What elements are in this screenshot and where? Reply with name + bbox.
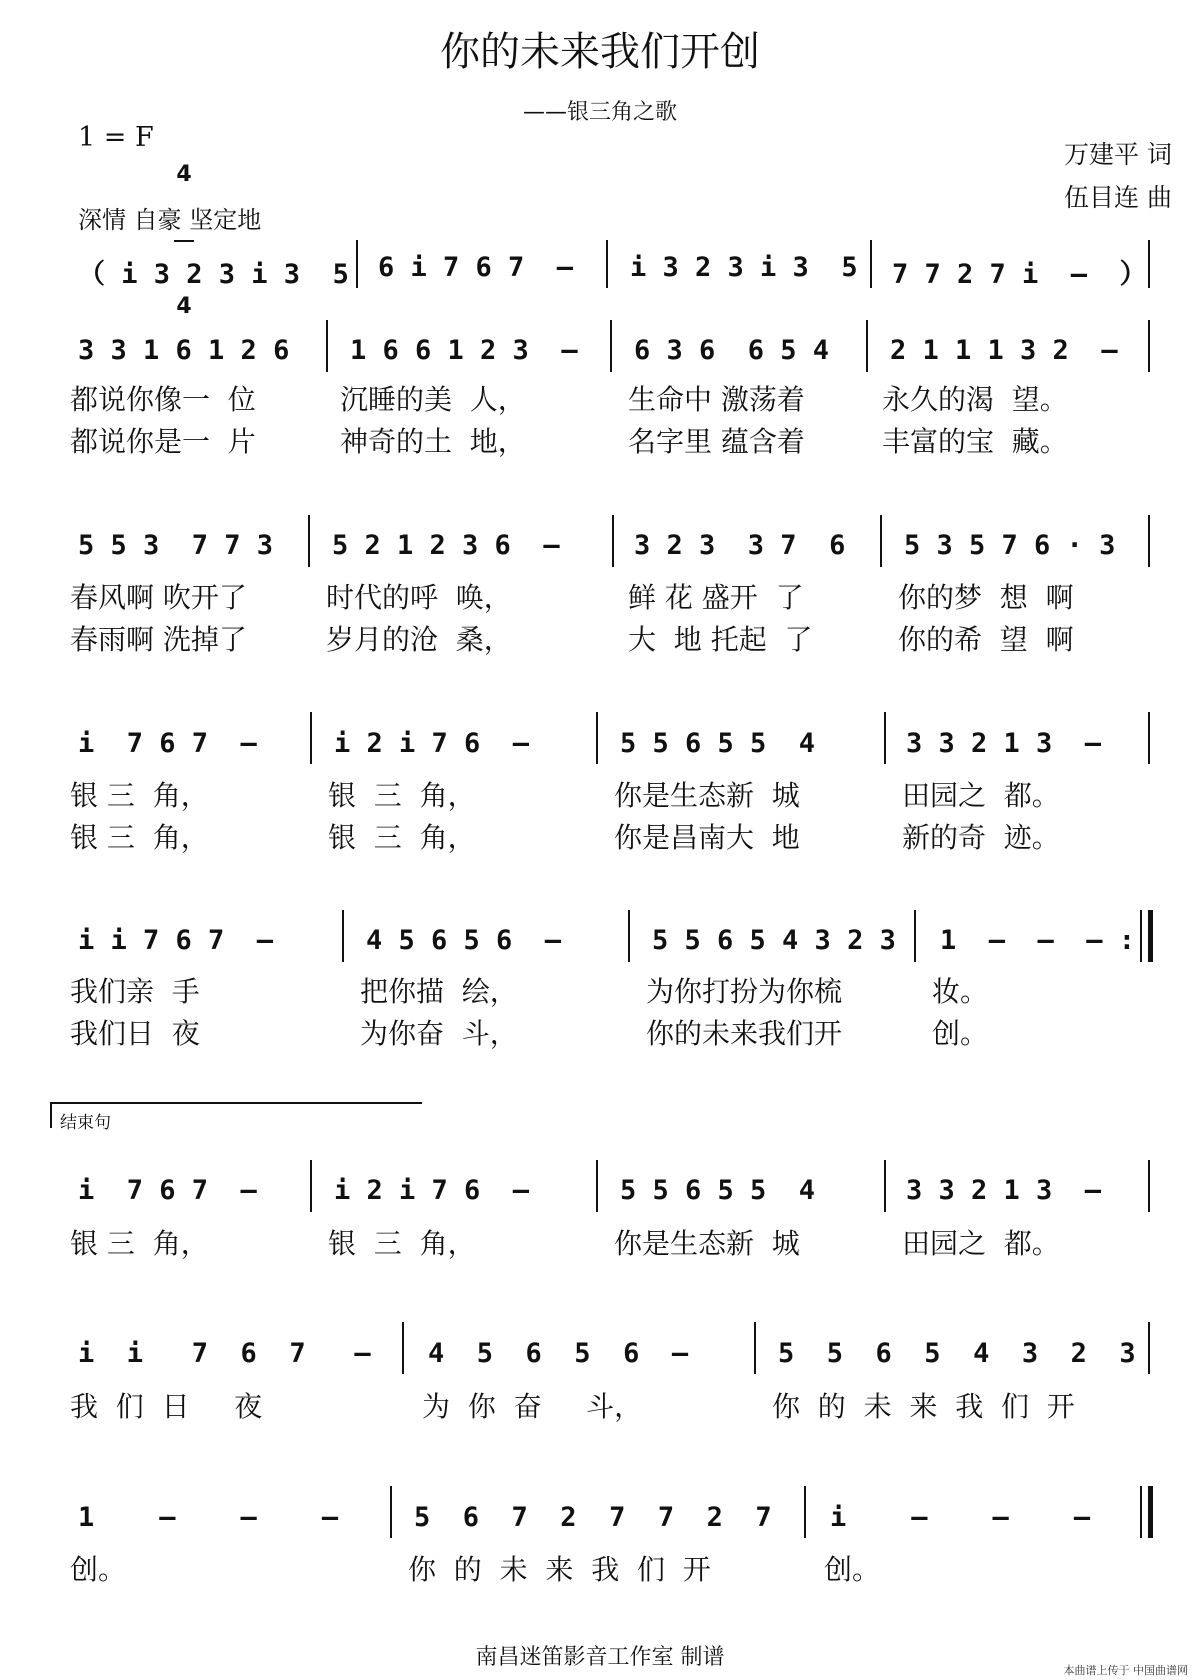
barline <box>390 1486 392 1538</box>
lyricist-credit: 万建平 词 <box>1064 140 1172 169</box>
barline <box>310 1160 312 1212</box>
lyric-s1-v1-m3: 永久的渴 望。 <box>882 383 1068 416</box>
notes-s7-m1: 5 6 7 2 7 7 2 7 <box>414 1502 772 1533</box>
lyric-s2-v2-m1: 岁月的沧 桑， <box>326 623 512 656</box>
notes-s6-m0: i i 7 6 7 – <box>78 1338 371 1369</box>
lyric-s2-v2-m3: 你的希 望 啊 <box>898 623 1074 656</box>
lyric-s4-v2-m2: 你的未来我们开 <box>646 1017 843 1050</box>
lyric-s3-v2-m2: 你是昌南大 地 <box>614 821 800 854</box>
lyric-s2-v1-m1: 时代的呼 唤， <box>326 581 512 614</box>
lyric-s3-v2-m0: 银 三 角， <box>70 821 209 854</box>
notes-s4-m2: 5 5 6 5 4 3 2 3 <box>652 925 896 956</box>
lyric-s3-v1-m2: 你是生态新 城 <box>614 779 800 812</box>
key-signature: 1 = F <box>78 122 154 153</box>
repeat-barline-thin <box>1140 910 1142 962</box>
lyric-s6-m2: 你 的 未 来 我 们 开 <box>772 1390 1075 1423</box>
lyric-s1-v1-m2: 生命中 激荡着 <box>628 383 805 416</box>
notes-s0-m3: 7 7 2 7 i – ） <box>892 259 1147 290</box>
lyric-s5-m0: 银 三 角， <box>70 1227 209 1260</box>
notes-s4-m1: 4 5 6 5 6 – <box>366 925 562 956</box>
barline <box>1148 240 1150 288</box>
lyric-s4-v1-m1: 把你描 绘， <box>360 975 518 1008</box>
lyric-s7-m1: 你 的 未 来 我 们 开 <box>408 1553 711 1586</box>
lyric-s7-m0: 创。 <box>70 1553 127 1586</box>
notes-s6-m2: 5 5 6 5 4 3 2 3 <box>778 1338 1136 1369</box>
barline <box>610 320 612 372</box>
lyric-s7-m2: 创。 <box>824 1553 881 1586</box>
lyric-s4-v1-m2: 为你打扮为你梳 <box>646 975 843 1008</box>
lyric-s2-v1-m2: 鲜 花 盛开 了 <box>628 581 804 614</box>
repeat-barline-thick <box>1148 910 1153 962</box>
notes-s5-m1: i 2 i 7 6 – <box>334 1175 530 1206</box>
notes-s6-m1: 4 5 6 5 6 – <box>428 1338 689 1369</box>
song-title: 你的未来我们开创 <box>440 29 760 75</box>
barline <box>880 515 882 567</box>
lyric-s1-v1-m0: 都说你像一 位 <box>70 383 256 416</box>
lyric-s2-v1-m0: 春风啊 吹开了 <box>70 581 247 614</box>
ending-label: 结束句 <box>60 1113 111 1133</box>
barline <box>628 910 630 962</box>
time-signature-top: 4 <box>176 162 192 187</box>
barline <box>342 910 344 962</box>
barline <box>870 240 872 288</box>
notes-s3-m2: 5 5 6 5 5 4 <box>620 728 816 759</box>
lyric-s2-v2-m0: 春雨啊 洗掉了 <box>70 623 247 656</box>
notes-s5-m3: 3 3 2 1 3 – <box>906 1175 1102 1206</box>
barline <box>308 515 310 567</box>
time-signature-divider <box>174 240 194 242</box>
lyric-s3-v1-m1: 银 三 角， <box>328 779 476 812</box>
lyric-s1-v2-m1: 神奇的土 地， <box>340 425 526 458</box>
lyric-s1-v2-m0: 都说你是一 片 <box>70 425 256 458</box>
barline <box>596 1160 598 1212</box>
barline <box>754 1322 756 1374</box>
site-watermark: 本曲谱上传于 中国曲谱网 <box>1063 1664 1188 1677</box>
notes-s1-m3: 2 1 1 1 3 2 – <box>890 335 1118 366</box>
barline <box>356 240 358 288</box>
lyric-s5-m2: 你是生态新 城 <box>614 1227 800 1260</box>
barline <box>884 712 886 764</box>
notes-s1-m1: 1 6 6 1 2 3 – <box>350 335 578 366</box>
footer-credit: 南昌迷笛影音工作室 制谱 <box>475 1645 725 1670</box>
lyric-s6-m0: 我 们 日 夜 <box>70 1390 263 1423</box>
time-signature-bottom: 4 <box>176 294 192 319</box>
notes-s3-m1: i 2 i 7 6 – <box>334 728 530 759</box>
notes-s3-m0: i 7 6 7 – <box>78 728 257 759</box>
notes-s4-m3: 1 – – – : <box>940 925 1136 956</box>
notes-s0-m2: i 3 2 3 i 3 5 <box>630 252 858 283</box>
barline <box>1148 712 1150 764</box>
lyric-s4-v2-m0: 我们日 夜 <box>70 1017 200 1050</box>
lyric-s1-v2-m3: 丰富的宝 藏。 <box>882 425 1068 458</box>
final-barline-thin <box>1140 1486 1142 1538</box>
song-subtitle: ——银三角之歌 <box>522 100 677 125</box>
lyric-s2-v2-m2: 大 地 托起 了 <box>628 623 813 656</box>
notes-s2-m2: 3 2 3 3 7 6 <box>634 530 846 561</box>
lyric-s3-v1-m3: 田园之 都。 <box>902 779 1060 812</box>
notes-s2-m3: 5 3 5 7 6 · 3 <box>904 530 1116 561</box>
composer-credit: 伍目连 曲 <box>1064 183 1172 212</box>
lyric-s5-m3: 田园之 都。 <box>902 1227 1060 1260</box>
barline <box>606 240 608 288</box>
barline <box>402 1322 404 1374</box>
time-signature <box>172 110 196 372</box>
barline <box>914 910 916 962</box>
lyric-s3-v1-m0: 银 三 角， <box>70 779 209 812</box>
barline <box>326 320 328 372</box>
notes-s1-m0: 3 3 1 6 1 2 6 <box>78 335 290 366</box>
lyric-s4-v1-m3: 妆。 <box>932 975 989 1008</box>
notes-s2-m1: 5 2 1 2 3 6 – <box>332 530 560 561</box>
notes-s1-m2: 6 3 6 6 5 4 <box>634 335 830 366</box>
barline <box>866 320 868 372</box>
lyric-s1-v1-m1: 沉睡的美 人， <box>340 383 526 416</box>
lyric-s4-v2-m1: 为你奋 斗， <box>360 1017 518 1050</box>
lyric-s2-v1-m3: 你的梦 想 啊 <box>898 581 1074 614</box>
notes-s0-m0: （ i 3 2 3 i 3 5 <box>78 259 349 290</box>
notes-s4-m0: i i 7 6 7 – <box>78 925 274 956</box>
barline <box>804 1486 806 1538</box>
barline <box>1148 1322 1150 1374</box>
barline <box>310 712 312 764</box>
barline <box>612 515 614 567</box>
lyric-s4-v2-m3: 创。 <box>932 1017 989 1050</box>
barline <box>1148 1160 1150 1212</box>
notes-s7-m2: i – – – <box>830 1502 1091 1533</box>
barline <box>596 712 598 764</box>
lyric-s6-m1: 为 你 奋 斗， <box>422 1390 643 1423</box>
lyric-s4-v1-m0: 我们亲 手 <box>70 975 200 1008</box>
notes-s5-m2: 5 5 6 5 5 4 <box>620 1175 816 1206</box>
notes-s2-m0: 5 5 3 7 7 3 <box>78 530 274 561</box>
barline <box>1148 320 1150 372</box>
lyric-s1-v2-m2: 名字里 蕴含着 <box>628 425 805 458</box>
tempo-marking: 深情 自豪 坚定地 <box>78 206 262 234</box>
final-barline-thick <box>1148 1486 1153 1538</box>
notes-s7-m0: 1 – – – <box>78 1502 339 1533</box>
notes-s0-m1: 6 i 7 6 7 – <box>378 252 574 283</box>
notes-s5-m0: i 7 6 7 – <box>78 1175 257 1206</box>
lyric-s5-m1: 银 三 角， <box>328 1227 476 1260</box>
barline <box>884 1160 886 1212</box>
barline <box>1148 515 1150 567</box>
lyric-s3-v2-m1: 银 三 角， <box>328 821 476 854</box>
lyric-s3-v2-m3: 新的奇 迹。 <box>902 821 1060 854</box>
notes-s3-m3: 3 3 2 1 3 – <box>906 728 1102 759</box>
